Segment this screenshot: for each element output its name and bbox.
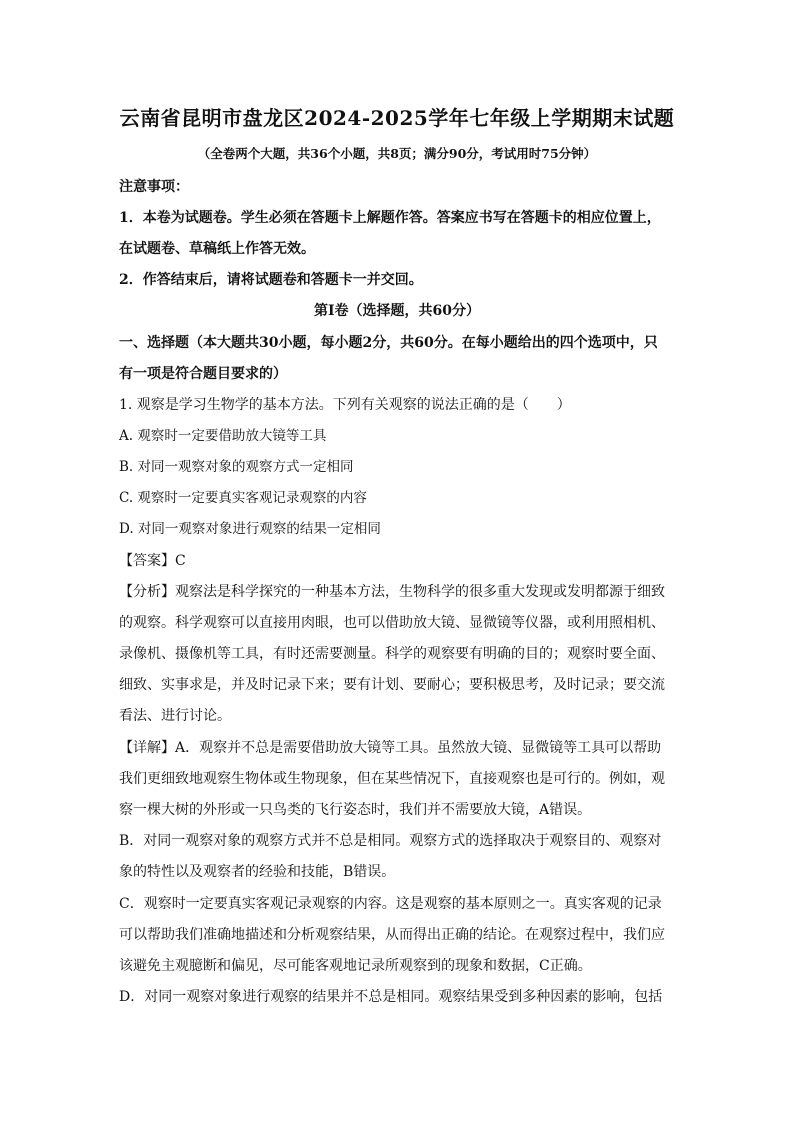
note-1-line-1: 1．本卷为试题卷。学生必须在答题卡上解题作答。答案应书写在答题卡的相应位置上， (119, 210, 661, 226)
detail-line-2: 我们更细致地观察生物体或生物现象，但在某些情况下，直接观察也是可行的。例如，观 (119, 771, 665, 787)
analysis-line-4: 细致、实事求是，并及时记录下来；要有计划、要耐心；要积极思考，及时记录；要交流 (119, 677, 665, 693)
analysis-line-1: 【分析】观察法是科学探究的一种基本方法，生物科学的很多重大发现或发明都源于细致 (119, 584, 665, 600)
exam-title: 云南省昆明市盘龙区2024-2025学年七年级上学期期末试题 (119, 106, 675, 130)
detail-line-3: 察一棵大树的外形或一只鸟类的飞行姿态时，我们并不需要放大镜，A错误。 (119, 802, 592, 818)
analysis-line-2: 的观察。科学观察可以直接用肉眼，也可以借助放大镜、显微镜等仪器，或利用照相机、 (119, 615, 665, 631)
exam-subtitle: （全卷两个大题，共36个小题，共8页；满分90分，考试用时75分钟） (197, 146, 597, 161)
question-1-option-d: D. 对同一观察对象进行观察的结果一定相同 (119, 521, 381, 537)
analysis-line-5: 看法、进行讨论。 (119, 708, 231, 724)
note-2: 2．作答结束后，请将试题卷和答题卡一并交回。 (119, 272, 423, 288)
question-1-option-b: B. 对同一观察对象的观察方式一定相同 (119, 459, 354, 475)
section-heading: 第Ⅰ卷（选择题，共60分） (313, 303, 481, 319)
question-1-option-a: A. 观察时一定要借助放大镜等工具 (119, 428, 327, 444)
detail-line-7: 可以帮助我们准确地描述和分析观察结果，从而得出正确的结论。在观察过程中，我们应 (119, 927, 665, 943)
detail-line-6: C．观察时一定要真实客观记录观察的内容。这是观察的基本原则之一。真实客观的记录 (119, 896, 662, 912)
part-1-instructions-line-1: 一、选择题（本大题共30小题，每小题2分，共60分。在每小题给出的四个选项中，只 (119, 335, 658, 351)
detail-line-5: 象的特性以及观察者的经验和技能，B错误。 (119, 864, 396, 880)
question-1-answer: 【答案】C (119, 553, 186, 569)
analysis-line-3: 录像机、摄像机等工具，有时还需要测量。科学的观察要有明确的目的；观察时要全面、 (119, 646, 665, 662)
note-1-line-2: 在试题卷、草稿纸上作答无效。 (119, 241, 315, 257)
part-1-instructions-line-2: 有一项是符合题目要求的） (119, 366, 287, 382)
question-1-stem: 1. 观察是学习生物学的基本方法。下列有关观察的说法正确的是（ ） (119, 397, 571, 413)
question-1-option-c: C. 观察时一定要真实客观记录观察的内容 (119, 490, 367, 506)
detail-line-4: B．对同一观察对象的观察方式并不总是相同。观察方式的选择取决于观察目的、观察对 (119, 833, 662, 849)
detail-line-9: D．对同一观察对象进行观察的结果并不总是相同。观察结果受到多种因素的影响，包括 (119, 989, 663, 1005)
detail-line-1: 【详解】A．观察并不总是需要借助放大镜等工具。虽然放大镜、显微镜等工具可以帮助 (119, 740, 662, 756)
notes-heading: 注意事项： (119, 179, 189, 195)
detail-line-8: 该避免主观臆断和偏见，尽可能客观地记录所观察到的现象和数据，C正确。 (119, 958, 592, 974)
